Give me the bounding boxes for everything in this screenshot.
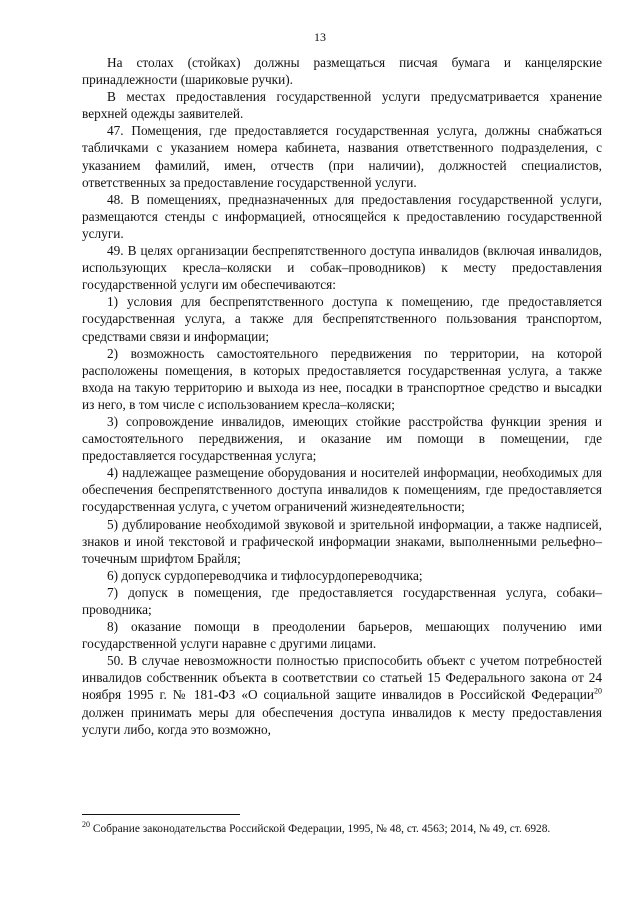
paragraph: 47. Помещения, где предоставляется государственная услуга, должны снабжаться табличками с указанием номера кабинета, названия ответственного подразделения, с указанием фамилий, имен, отчеств (при наличии), должностей специалистов, ответственных за предоставление государственной услуги. [82, 123, 602, 190]
list-item: 5) дублирование необходимой звуковой и зрительной информации, а также надписей, знаков и иной текстовой и графической информации знаками, выполненными рельефно–точечным шрифтом Брайля; [82, 516, 602, 566]
list-item: 2) возможность самостоятельного передвижения по территории, на которой расположены помещения, в которых предоставляется государственная услуга, а также входа на такую территорию и выхода из нее, посадки в транспортное средство и высадки из него, в том числе с использованием кресла–коляски; [82, 345, 602, 412]
paragraph: В местах предоставления государственной услуги предусматривается хранение верхней одежды заявителей. [82, 89, 602, 122]
paragraph: На столах (стойках) должны размещаться писчая бумага и канцелярские принадлежности (шариковые ручки). [82, 55, 602, 88]
list-item: 1) условия для беспрепятственного доступа к помещению, где предоставляется государственная услуга, а также для беспрепятственного пользования транспортом, средствами связи и информации; [82, 294, 602, 344]
list-item: 4) надлежащее размещение оборудования и носителей информации, необходимых для обеспечения беспрепятственного доступа инвалидов к помещениям, где предоставляется государственная услуга, с учетом ограничений жизнедеятельности; [82, 465, 602, 515]
paragraph: 49. В целях организации беспрепятственного доступа инвалидов (включая инвалидов, использующих кресла–коляски и собак–проводников) к месту предоставления государственной услуги им обеспечиваются: [82, 243, 602, 293]
page-number: 13 [314, 30, 326, 44]
footnote-separator [82, 814, 240, 815]
paragraph-50-text: 50. В случае невозможности полностью приспособить объект с учетом потребностей инвалидов собственник объекта в соответствии со статьей 15 Федерального закона от 24 ноября 1995 г. № 181-ФЗ «О социальной защите инвалидов в Российской Федерации [82, 653, 602, 703]
body-text [82, 54, 602, 738]
footnote [82, 822, 602, 837]
paragraph-50-continuation: должен принимать меры для обеспечения доступа инвалидов к месту предоставления услуги либо, когда это возможно, [82, 704, 602, 737]
list-item: 3) сопровождение инвалидов, имеющих стойкие расстройства функции зрения и самостоятельного передвижения, и оказание им помощи в помещении, где предоставляется государственная услуга; [82, 413, 602, 464]
footnote-reference[interactable]: 20 [594, 687, 602, 697]
list-item: 6) допуск сурдопереводчика и тифлосурдопереводчика; [107, 567, 423, 583]
footnote-marker: 20 [82, 820, 90, 830]
list-item: 7) допуск в помещения, где предоставляется государственная услуга, собаки–проводника; [82, 584, 602, 617]
list-item: 8) оказание помощи в преодолении барьеров, мешающих получению ими государственной услуги наравне с другими лицами. [82, 619, 602, 652]
paragraph-50 [82, 652, 602, 737]
paragraph: 48. В помещениях, предназначенных для предоставления государственной услуги, размещаются стенды с информацией, относящейся к предоставлению государственной услуги. [82, 191, 602, 241]
footnote-text: Собрание законодательства Российской Федерации, 1995, № 48, ст. 4563; 2014, № 49, ст. 6928. [90, 823, 551, 835]
